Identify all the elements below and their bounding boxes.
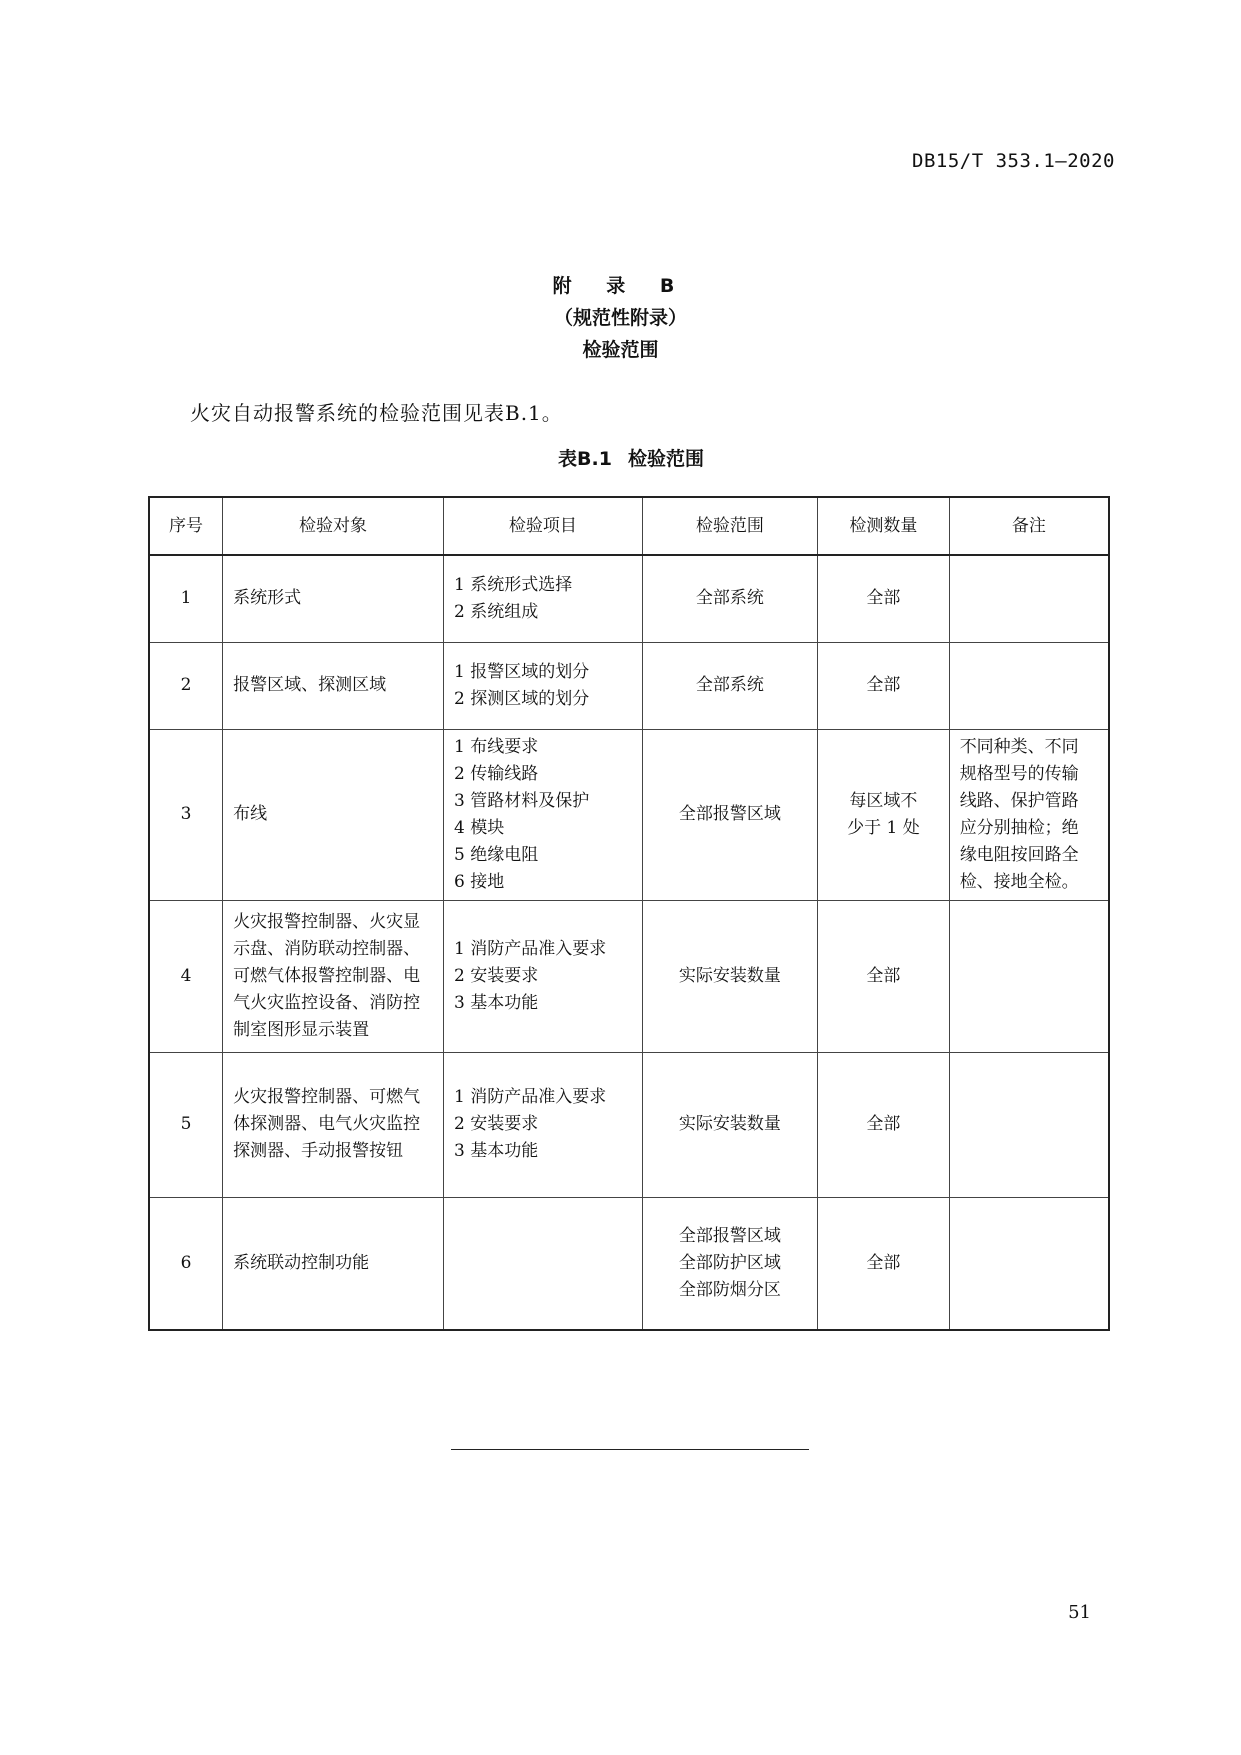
header-no: 序号 — [149, 497, 223, 555]
cell-no: 5 — [149, 1052, 223, 1197]
cell-object-line: 气火灾监控设备、消防控 — [233, 992, 421, 1013]
cell-quantity-line: 全部 — [866, 1252, 901, 1273]
cell-object-line: 系统形式 — [233, 588, 302, 609]
page-number: 51 — [1068, 1602, 1091, 1623]
header-note: 备注 — [949, 497, 1109, 555]
cell-object — [223, 729, 444, 900]
cell-items — [443, 642, 642, 729]
cell-items-line: 3 基本功能 — [453, 992, 539, 1013]
cell-scope-line: 实际安装数量 — [678, 1114, 781, 1134]
cell-note-line: 规格型号的传输 — [959, 763, 1079, 784]
cell-object-line: 布线 — [233, 804, 268, 824]
footer-divider — [451, 1449, 809, 1450]
table-row — [149, 729, 1109, 900]
cell-object — [223, 1052, 444, 1197]
cell-object-line: 报警区域、探测区域 — [233, 675, 387, 695]
cell-note — [949, 1052, 1109, 1197]
cell-no: 6 — [149, 1197, 223, 1330]
cell-quantity — [818, 642, 950, 729]
cell-items-line: 1 布线要求 — [453, 736, 539, 757]
cell-scope-line: 全部系统 — [695, 675, 764, 695]
intro-paragraph: 火灾自动报警系统的检验范围见表B.1。 — [190, 401, 563, 425]
cell-quantity — [818, 1052, 950, 1197]
cell-note-line: 缘电阻按回路全 — [959, 844, 1079, 865]
cell-quantity-line: 全部 — [866, 675, 901, 695]
cell-items — [443, 729, 642, 900]
cell-items-line: 2 系统组成 — [453, 601, 539, 622]
cell-quantity — [818, 900, 950, 1052]
cell-note-line: 应分别抽检；绝 — [959, 817, 1079, 838]
cell-scope-line: 全部防护区域 — [678, 1252, 781, 1273]
cell-object — [223, 1197, 444, 1330]
appendix-title: 附 录 B — [552, 275, 689, 297]
table-caption — [0, 444, 1241, 471]
cell-scope — [642, 1197, 817, 1330]
cell-note-line: 检、接地全检。 — [959, 871, 1079, 892]
cell-quantity-line: 全部 — [866, 1114, 901, 1134]
table-header-row — [149, 497, 1109, 555]
appendix-subtitle: （规范性附录） — [553, 307, 687, 329]
cell-items-line: 1 系统形式选择 — [453, 574, 573, 595]
table-row — [149, 1052, 1109, 1197]
cell-items-line: 6 接地 — [453, 871, 505, 892]
table-row — [149, 555, 1109, 642]
cell-items — [443, 900, 642, 1052]
cell-no: 1 — [149, 555, 223, 642]
cell-items-line: 3 管路材料及保护 — [453, 790, 590, 811]
cell-scope — [642, 1052, 817, 1197]
cell-items — [443, 1197, 642, 1330]
cell-scope — [642, 642, 817, 729]
cell-items — [443, 555, 642, 642]
cell-no: 4 — [149, 900, 223, 1052]
cell-object-line: 火灾报警控制器、火灾显 — [233, 911, 421, 932]
cell-items-line: 2 安装要求 — [453, 1114, 539, 1134]
cell-no: 2 — [149, 642, 223, 729]
cell-scope-line: 全部报警区域 — [678, 804, 781, 824]
cell-quantity — [818, 555, 950, 642]
cell-quantity-line: 全部 — [866, 588, 901, 609]
cell-object — [223, 642, 444, 729]
cell-note — [949, 1197, 1109, 1330]
cell-object — [223, 555, 444, 642]
table-caption-title: 检验范围 — [627, 448, 704, 470]
cell-quantity-line: 每区域不 — [849, 790, 918, 811]
cell-scope-line: 全部系统 — [695, 588, 764, 609]
cell-no: 3 — [149, 729, 223, 900]
header-quantity: 检测数量 — [818, 497, 950, 555]
cell-note-line: 线路、保护管路 — [959, 790, 1079, 811]
table-row — [149, 642, 1109, 729]
cell-object-line: 探测器、手动报警按钮 — [233, 1141, 404, 1161]
cell-note — [949, 642, 1109, 729]
cell-object-line: 可燃气体报警控制器、电 — [233, 965, 421, 986]
cell-note — [949, 729, 1109, 900]
cell-items-line: 1 报警区域的划分 — [453, 661, 590, 682]
cell-quantity-line: 全部 — [866, 965, 901, 986]
cell-items-line: 2 传输线路 — [453, 763, 539, 784]
cell-object-line: 体探测器、电气火灾监控 — [233, 1114, 421, 1134]
table-caption-number: 表B.1 — [558, 448, 612, 470]
cell-quantity — [818, 1197, 950, 1330]
cell-note — [949, 900, 1109, 1052]
cell-items-line: 3 基本功能 — [453, 1141, 539, 1161]
cell-object-line: 制室图形显示装置 — [233, 1019, 370, 1040]
cell-object-line: 示盘、消防联动控制器、 — [233, 938, 421, 959]
table-row — [149, 900, 1109, 1052]
cell-scope-line: 全部报警区域 — [678, 1225, 781, 1246]
cell-note-line: 不同种类、不同 — [959, 736, 1079, 757]
cell-quantity-line: 少于 1 处 — [847, 817, 920, 838]
cell-items — [443, 1052, 642, 1197]
table-row — [149, 1197, 1109, 1330]
cell-quantity — [818, 729, 950, 900]
document-code: DB15/T 353.1—2020 — [912, 150, 1115, 172]
cell-items-line: 2 探测区域的划分 — [453, 688, 590, 709]
cell-items-line: 1 消防产品准入要求 — [453, 1087, 607, 1107]
cell-items-line: 5 绝缘电阻 — [453, 844, 539, 865]
cell-items-line: 2 安装要求 — [453, 965, 539, 986]
cell-note — [949, 555, 1109, 642]
header-items: 检验项目 — [443, 497, 642, 555]
inspection-scope-table — [148, 496, 1110, 1331]
cell-scope — [642, 900, 817, 1052]
header-object: 检验对象 — [223, 497, 444, 555]
cell-object-line: 系统联动控制功能 — [233, 1252, 370, 1273]
cell-object — [223, 900, 444, 1052]
header-scope: 检验范围 — [642, 497, 817, 555]
cell-scope-line: 实际安装数量 — [678, 965, 781, 986]
cell-scope — [642, 729, 817, 900]
cell-scope — [642, 555, 817, 642]
cell-items-line: 1 消防产品准入要求 — [453, 938, 607, 959]
appendix-name: 检验范围 — [582, 339, 659, 361]
cell-scope-line: 全部防烟分区 — [678, 1279, 781, 1300]
cell-object-line: 火灾报警控制器、可燃气 — [233, 1087, 421, 1107]
cell-items-line: 4 模块 — [453, 817, 505, 838]
